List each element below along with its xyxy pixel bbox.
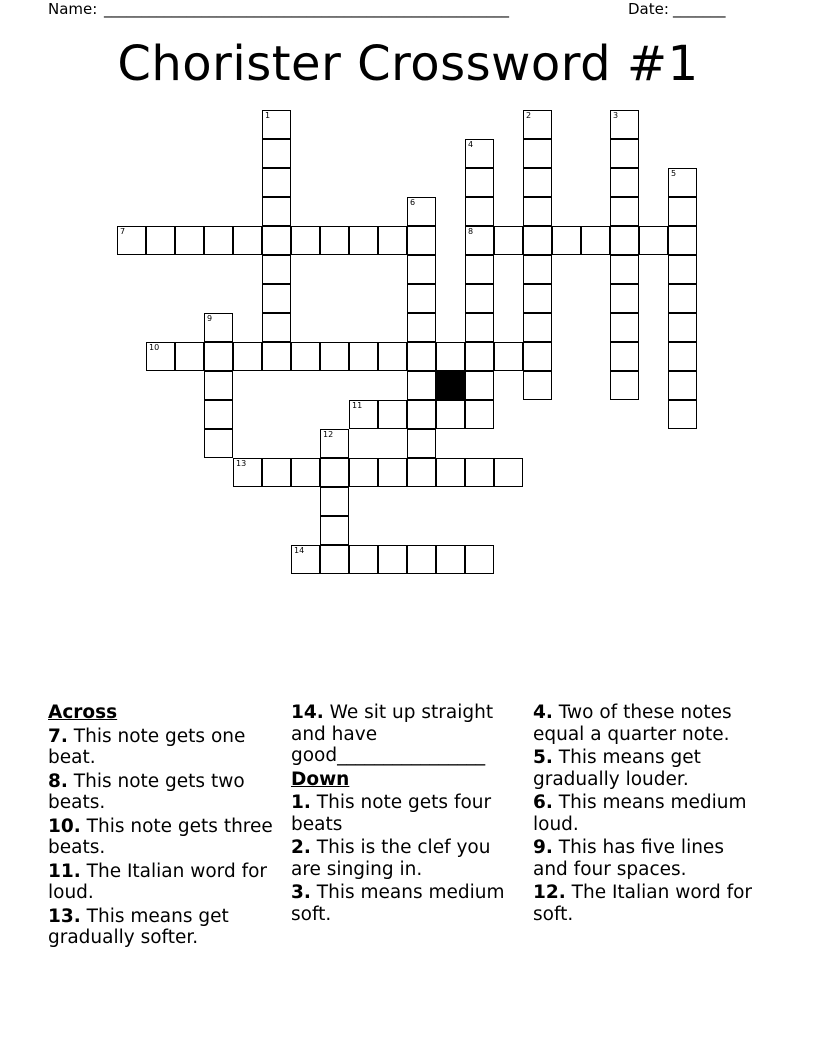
- crossword-cell[interactable]: [146, 226, 175, 255]
- crossword-cell[interactable]: [407, 342, 436, 371]
- crossword-cell[interactable]: [523, 342, 552, 371]
- crossword-cell[interactable]: [668, 226, 697, 255]
- name-field[interactable]: ______________________________________________________: [104, 0, 509, 18]
- crossword-cell[interactable]: [668, 284, 697, 313]
- clue-text: We sit up straight and have good________________: [291, 702, 494, 766]
- crossword-cell[interactable]: [436, 458, 465, 487]
- crossword-cell[interactable]: [262, 284, 291, 313]
- crossword-cell[interactable]: [262, 110, 291, 139]
- crossword-cell[interactable]: [610, 226, 639, 255]
- clue-down-12: [533, 882, 761, 925]
- cell-number: 8: [468, 227, 474, 236]
- clue-text: The Italian word for soft.: [533, 882, 753, 925]
- crossword-cell[interactable]: [262, 255, 291, 284]
- crossword-cell[interactable]: [175, 342, 204, 371]
- crossword-cell[interactable]: [291, 342, 320, 371]
- crossword-cell[interactable]: [320, 487, 349, 516]
- clue-down-5: [533, 747, 761, 790]
- crossword-cell[interactable]: [407, 197, 436, 226]
- clue-number: 10.: [48, 815, 81, 837]
- clue-number: 11.: [48, 860, 81, 882]
- crossword-cell[interactable]: [610, 197, 639, 226]
- crossword-cell[interactable]: [378, 458, 407, 487]
- crossword-cell[interactable]: [494, 458, 523, 487]
- crossword-cell[interactable]: [291, 458, 320, 487]
- crossword-cell[interactable]: [349, 458, 378, 487]
- crossword-cell[interactable]: [668, 255, 697, 284]
- clue-number: 13.: [48, 905, 81, 927]
- crossword-cell[interactable]: [610, 139, 639, 168]
- crossword-cell[interactable]: [204, 371, 233, 400]
- clue-number: 3.: [291, 882, 311, 903]
- page-title: Chorister Crossword #1: [117, 36, 699, 92]
- clue-number: 6.: [533, 792, 553, 813]
- clue-text: This is the clef you are singing in.: [291, 837, 491, 880]
- crossword-cell[interactable]: [407, 429, 436, 458]
- crossword-cell[interactable]: [523, 168, 552, 197]
- date-field[interactable]: _______: [673, 0, 726, 18]
- cell-number: 6: [410, 198, 416, 207]
- crossword-cell[interactable]: [117, 226, 146, 255]
- clue-across-11: [48, 861, 276, 904]
- crossword-cell[interactable]: [320, 516, 349, 545]
- crossword-cell[interactable]: [465, 139, 494, 168]
- date-label: Date:: [628, 0, 669, 18]
- crossword-cell[interactable]: [552, 226, 581, 255]
- crossword-cell[interactable]: [668, 342, 697, 371]
- crossword-cell[interactable]: [349, 400, 378, 429]
- clue-text: This means get gradually softer.: [48, 905, 229, 948]
- clue-across-10: [48, 816, 276, 859]
- crossword-cell[interactable]: [523, 371, 552, 400]
- crossword-cell[interactable]: [465, 197, 494, 226]
- crossword-cell[interactable]: [465, 545, 494, 574]
- crossword-cell[interactable]: [407, 545, 436, 574]
- clue-number: 14.: [291, 702, 324, 723]
- cell-number: 11: [352, 401, 363, 410]
- crossword-cell[interactable]: [465, 226, 494, 255]
- crossword-cell[interactable]: [204, 313, 233, 342]
- crossword-cell[interactable]: [204, 400, 233, 429]
- crossword-cell[interactable]: [407, 284, 436, 313]
- crossword-cell[interactable]: [175, 226, 204, 255]
- clue-across-13: [48, 906, 276, 949]
- crossword-cell[interactable]: [523, 226, 552, 255]
- crossword-cell[interactable]: [610, 168, 639, 197]
- clue-number: 8.: [48, 770, 68, 792]
- crossword-cell[interactable]: [610, 255, 639, 284]
- crossword-cell[interactable]: [262, 458, 291, 487]
- crossword-cell[interactable]: [610, 313, 639, 342]
- clue-down-9: [533, 837, 761, 880]
- crossword-cell[interactable]: [407, 226, 436, 255]
- crossword-cell[interactable]: [668, 313, 697, 342]
- clue-down-2: [291, 837, 519, 880]
- across-heading: Across: [48, 702, 118, 723]
- crossword-cell[interactable]: [204, 226, 233, 255]
- cell-number: 10: [149, 343, 160, 352]
- clue-text: This has five lines and four spaces.: [533, 837, 724, 880]
- crossword-cell[interactable]: [146, 342, 175, 371]
- crossword-cell[interactable]: [349, 342, 378, 371]
- clue-number: 5.: [533, 747, 553, 768]
- crossword-cell[interactable]: [233, 342, 262, 371]
- clue-text: This note gets four beats: [291, 792, 492, 835]
- crossword-cell[interactable]: [436, 545, 465, 574]
- crossword-cell[interactable]: [610, 371, 639, 400]
- cell-number: 9: [207, 314, 213, 323]
- crossword-cell[interactable]: [233, 226, 262, 255]
- crossword-cell[interactable]: [407, 458, 436, 487]
- clue-text: This note gets one beat.: [48, 725, 246, 768]
- cell-number: 5: [671, 169, 677, 178]
- clue-column-2: [291, 702, 519, 927]
- clue-text: This means medium soft.: [291, 882, 505, 925]
- crossword-cell[interactable]: [262, 168, 291, 197]
- crossword-cell[interactable]: [291, 545, 320, 574]
- crossword-cell[interactable]: [349, 545, 378, 574]
- cell-number: 13: [236, 459, 247, 468]
- clue-text: This note gets two beats.: [48, 770, 245, 813]
- name-label: Name:: [48, 0, 98, 18]
- down-heading: Down: [291, 768, 350, 790]
- crossword-cell[interactable]: [262, 197, 291, 226]
- crossword-cell[interactable]: [320, 342, 349, 371]
- crossword-cell[interactable]: [523, 313, 552, 342]
- clue-text: Two of these notes equal a quarter note.: [533, 702, 732, 745]
- crossword-cell[interactable]: [465, 371, 494, 400]
- crossword-cell[interactable]: [639, 226, 668, 255]
- crossword-cell[interactable]: [204, 342, 233, 371]
- clue-text: This note gets three beats.: [48, 815, 273, 858]
- crossword-cell[interactable]: [378, 226, 407, 255]
- crossword-cell[interactable]: [407, 371, 436, 400]
- crossword-cell[interactable]: [465, 342, 494, 371]
- crossword-cell[interactable]: [668, 371, 697, 400]
- cell-number: 14: [294, 546, 305, 555]
- crossword-cell[interactable]: [465, 313, 494, 342]
- cell-number: 1: [265, 111, 271, 120]
- crossword-cell[interactable]: [610, 110, 639, 139]
- crossword-cell[interactable]: [407, 313, 436, 342]
- crossword-cell[interactable]: [320, 226, 349, 255]
- crossword-cell[interactable]: [407, 255, 436, 284]
- crossword-cell[interactable]: [668, 400, 697, 429]
- clue-number: 2.: [291, 837, 311, 858]
- crossword-cell[interactable]: [668, 168, 697, 197]
- crossword-cell[interactable]: [262, 313, 291, 342]
- cell-number: 7: [120, 227, 126, 236]
- clue-column-1: [48, 702, 276, 951]
- crossword-cell[interactable]: [320, 545, 349, 574]
- cell-number: 3: [613, 111, 619, 120]
- crossword-cell[interactable]: [465, 284, 494, 313]
- header: [48, 0, 768, 20]
- clue-down-4: [533, 702, 761, 745]
- crossword-cell[interactable]: [378, 400, 407, 429]
- crossword-cell[interactable]: [378, 342, 407, 371]
- crossword-cell[interactable]: [523, 139, 552, 168]
- clue-number: 9.: [533, 837, 553, 858]
- black-square: [436, 371, 465, 400]
- clue-number: 4.: [533, 702, 553, 723]
- clue-down-1: [291, 792, 519, 835]
- crossword-cell[interactable]: [407, 400, 436, 429]
- crossword-cell[interactable]: [465, 255, 494, 284]
- crossword-cell[interactable]: [523, 284, 552, 313]
- crossword-cell[interactable]: [523, 197, 552, 226]
- crossword-cell[interactable]: [494, 342, 523, 371]
- clue-text: The Italian word for loud.: [48, 860, 268, 903]
- crossword-cell[interactable]: [262, 139, 291, 168]
- clue-down-6: [533, 792, 761, 835]
- crossword-cell[interactable]: [436, 342, 465, 371]
- crossword-cell[interactable]: [581, 226, 610, 255]
- crossword-cell[interactable]: [291, 226, 320, 255]
- crossword-cell[interactable]: [262, 226, 291, 255]
- clue-across-7: [48, 726, 276, 769]
- crossword-cell[interactable]: [610, 342, 639, 371]
- cell-number: 12: [323, 430, 334, 439]
- crossword-cell[interactable]: [523, 255, 552, 284]
- crossword-cell[interactable]: [349, 226, 378, 255]
- crossword-cell[interactable]: [320, 458, 349, 487]
- crossword-cell[interactable]: [668, 197, 697, 226]
- crossword-cell[interactable]: [465, 168, 494, 197]
- crossword-cell[interactable]: [610, 284, 639, 313]
- crossword-cell[interactable]: [320, 429, 349, 458]
- crossword-cell[interactable]: [204, 429, 233, 458]
- crossword-cell[interactable]: [465, 400, 494, 429]
- clue-text: This means get gradually louder.: [533, 747, 701, 790]
- clue-across-8: [48, 771, 276, 814]
- crossword-cell[interactable]: [378, 545, 407, 574]
- crossword-cell[interactable]: [436, 400, 465, 429]
- crossword-cell[interactable]: [523, 110, 552, 139]
- crossword-cell[interactable]: [233, 458, 262, 487]
- clue-number: 12.: [533, 882, 566, 903]
- clue-across-14: [291, 702, 519, 767]
- crossword-cell[interactable]: [494, 226, 523, 255]
- cell-number: 4: [468, 140, 474, 149]
- clue-text: This means medium loud.: [533, 792, 747, 835]
- clue-column-3: [533, 702, 761, 927]
- clue-down-3: [291, 882, 519, 925]
- clue-number: 1.: [291, 792, 311, 813]
- clue-number: 7.: [48, 725, 68, 747]
- crossword-cell[interactable]: [465, 458, 494, 487]
- crossword-cell[interactable]: [262, 342, 291, 371]
- cell-number: 2: [526, 111, 532, 120]
